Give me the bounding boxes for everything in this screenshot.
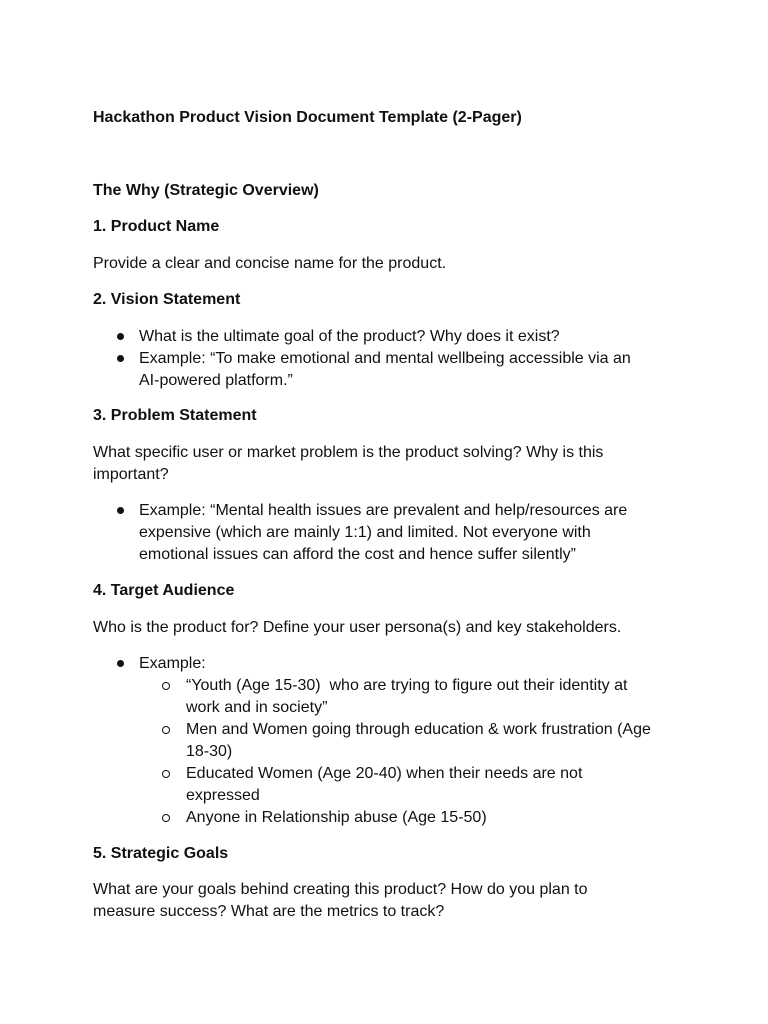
sublist-item	[139, 807, 693, 829]
sublist-item	[139, 763, 693, 807]
bullet-icon	[117, 660, 124, 667]
paragraph-line: What are your goals behind creating this product? How do you plan to	[93, 881, 588, 898]
problem-statement-paragraph	[93, 442, 693, 486]
overview-heading-block	[93, 180, 693, 202]
bullet-icon	[117, 333, 124, 340]
target-audience-heading: 4. Target Audience	[93, 582, 235, 599]
list-item	[93, 326, 693, 348]
sublist-item-line: Men and Women going through education & work frustration (Age	[186, 721, 651, 738]
list-item	[93, 500, 693, 566]
product-name-heading-block	[93, 216, 693, 238]
sublist-item-line: 18-30)	[186, 743, 233, 760]
document-title: Hackathon Product Vision Document Template (2-Pager)	[93, 109, 522, 126]
list-item-line: Example: “To make emotional and mental wellbeing accessible via an	[139, 350, 631, 367]
document-title-block	[93, 107, 693, 129]
sublist-item-line: Anyone in Relationship abuse (Age 15-50)	[186, 809, 487, 826]
list-item	[93, 653, 693, 829]
hollow-bullet-icon	[162, 726, 170, 734]
sublist-item-line: work and in society”	[186, 699, 328, 716]
sublist-item-line: Educated Women (Age 20-40) when their needs are not	[186, 765, 583, 782]
target-audience-paragraph	[93, 617, 693, 639]
paragraph-line: Provide a clear and concise name for the product.	[93, 255, 447, 272]
list-item	[93, 348, 693, 392]
overview-heading: The Why (Strategic Overview)	[93, 182, 319, 199]
hollow-bullet-icon	[162, 682, 170, 690]
strategic-goals-paragraph	[93, 879, 693, 923]
target-audience-heading-block	[93, 580, 693, 602]
list-item-line: What is the ultimate goal of the product? Why does it exist?	[139, 328, 560, 345]
problem-statement-list	[93, 500, 693, 566]
list-item-line: AI-powered platform.”	[139, 372, 293, 389]
problem-statement-heading: 3. Problem Statement	[93, 407, 257, 424]
strategic-goals-heading: 5. Strategic Goals	[93, 845, 229, 862]
paragraph-line: important?	[93, 466, 169, 483]
product-name-heading: 1. Product Name	[93, 218, 220, 235]
list-item-line: expensive (which are mainly 1:1) and limited. Not everyone with	[139, 524, 591, 541]
product-name-paragraph	[93, 253, 693, 275]
hollow-bullet-icon	[162, 770, 170, 778]
vision-statement-heading: 2. Vision Statement	[93, 291, 241, 308]
bullet-icon	[117, 507, 124, 514]
target-audience-list	[93, 653, 693, 829]
sublist-item	[139, 719, 693, 763]
vision-statement-list	[93, 326, 693, 392]
paragraph-line: measure success? What are the metrics to track?	[93, 903, 445, 920]
paragraph-line: What specific user or market problem is the product solving? Why is this	[93, 444, 604, 461]
hollow-bullet-icon	[162, 814, 170, 822]
strategic-goals-heading-block	[93, 843, 693, 865]
problem-statement-heading-block	[93, 405, 693, 427]
list-item-line: Example:	[139, 655, 206, 672]
vision-statement-heading-block	[93, 289, 693, 311]
sublist-item	[139, 675, 693, 719]
sublist-item-line: expressed	[186, 787, 260, 804]
list-item-line: Example: “Mental health issues are prevalent and help/resources are	[139, 502, 628, 519]
list-item-line: emotional issues can afford the cost and hence suffer silently”	[139, 546, 576, 563]
sublist-item-line: “Youth (Age 15-30) who are trying to figure out their identity at	[186, 677, 628, 694]
bullet-icon	[117, 355, 124, 362]
paragraph-line: Who is the product for? Define your user persona(s) and key stakeholders.	[93, 619, 622, 636]
